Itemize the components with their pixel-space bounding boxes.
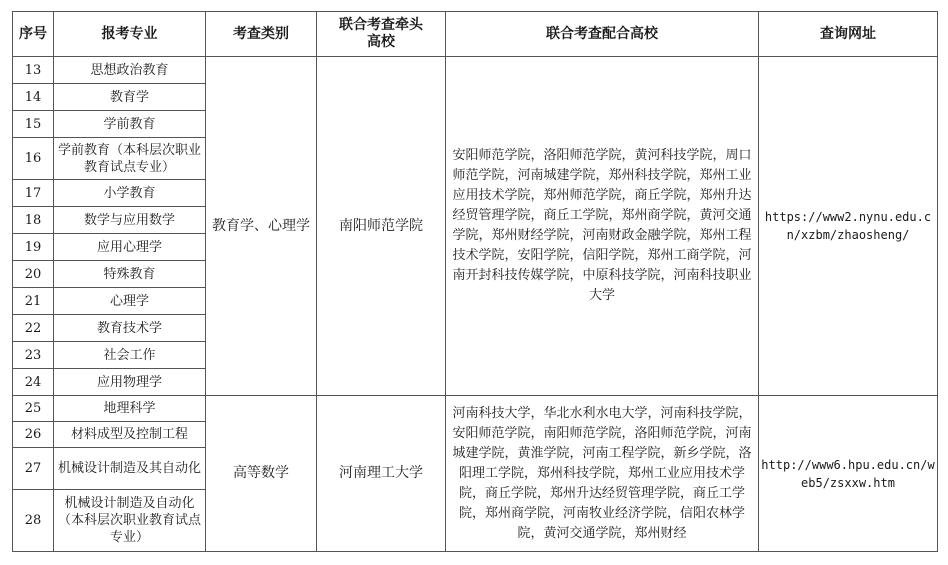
major-name: 应用物理学 xyxy=(54,369,206,396)
major-name: 应用心理学 xyxy=(54,234,206,261)
header-partner-schools: 联合考查配合高校 xyxy=(446,12,759,57)
query-url-link[interactable]: https://www2.nynu.edu.cn/xzbm/zhaosheng/ xyxy=(759,57,938,396)
query-url-link[interactable]: http://www6.hpu.edu.cn/web5/zsxxw.htm xyxy=(759,396,938,552)
major-name: 心理学 xyxy=(54,288,206,315)
header-row xyxy=(13,12,938,57)
major-name: 学前教育 xyxy=(54,111,206,138)
major-name: 思想政治教育 xyxy=(54,57,206,84)
row-number: 20 xyxy=(13,261,54,288)
header-no: 序号 xyxy=(13,12,54,57)
table-row xyxy=(13,57,938,84)
header-major: 报考专业 xyxy=(54,12,206,57)
major-name: 数学与应用数学 xyxy=(54,207,206,234)
partner-schools: 安阳师范学院，洛阳师范学院，黄河科技学院，周口师范学院，河南城建学院，郑州科技学院，郑州工业应用技术学院，郑州师范学院，商丘学院，郑州升达经贸管理学院，商丘工学院，郑州商学院，黄河交通学院，郑州财经学院，河南财政金融学院，郑州工程技术学院，安阳学院，信阳学院，郑州工商学院，河南开封科技传媒学院，中原科技学院，河南科技职业大学 xyxy=(446,57,759,396)
lead-school: 南阳师范学院 xyxy=(317,57,446,396)
row-number: 19 xyxy=(13,234,54,261)
major-name: 教育技术学 xyxy=(54,315,206,342)
major-name: 社会工作 xyxy=(54,342,206,369)
row-number: 18 xyxy=(13,207,54,234)
row-number: 25 xyxy=(13,396,54,422)
lead-school: 河南理工大学 xyxy=(317,396,446,552)
major-name: 地理科学 xyxy=(54,396,206,422)
row-number: 27 xyxy=(13,448,54,490)
row-number: 17 xyxy=(13,180,54,207)
row-number: 16 xyxy=(13,138,54,180)
row-number: 22 xyxy=(13,315,54,342)
major-name: 学前教育（本科层次职业教育试点专业） xyxy=(54,138,206,180)
row-number: 13 xyxy=(13,57,54,84)
header-lead-school: 联合考查牵头高校 xyxy=(317,12,446,57)
row-number: 21 xyxy=(13,288,54,315)
major-name: 小学教育 xyxy=(54,180,206,207)
header-category: 考查类别 xyxy=(206,12,317,57)
row-number: 28 xyxy=(13,490,54,552)
row-number: 26 xyxy=(13,422,54,448)
admissions-table xyxy=(12,11,938,552)
exam-category: 高等数学 xyxy=(206,396,317,552)
row-number: 14 xyxy=(13,84,54,111)
table-row xyxy=(13,396,938,422)
row-number: 24 xyxy=(13,369,54,396)
row-number: 15 xyxy=(13,111,54,138)
exam-category: 教育学、心理学 xyxy=(206,57,317,396)
major-name: 机械设计制造及自动化（本科层次职业教育试点专业） xyxy=(54,490,206,552)
major-name: 特殊教育 xyxy=(54,261,206,288)
header-query-url: 查询网址 xyxy=(759,12,938,57)
partner-schools: 河南科技大学，华北水利水电大学，河南科技学院，安阳师范学院，南阳师范学院，洛阳师范学院，河南城建学院，黄淮学院，河南工程学院，新乡学院，洛阳理工学院，郑州科技学院，郑州工业应用技术学院，商丘学院，郑州升达经贸管理学院，商丘工学院，郑州商学院，河南牧业经济学院，信阳农林学院，黄河交通学院，郑州财经 xyxy=(446,396,759,552)
major-name: 材料成型及控制工程 xyxy=(54,422,206,448)
row-number: 23 xyxy=(13,342,54,369)
major-name: 机械设计制造及其自动化 xyxy=(54,448,206,490)
major-name: 教育学 xyxy=(54,84,206,111)
